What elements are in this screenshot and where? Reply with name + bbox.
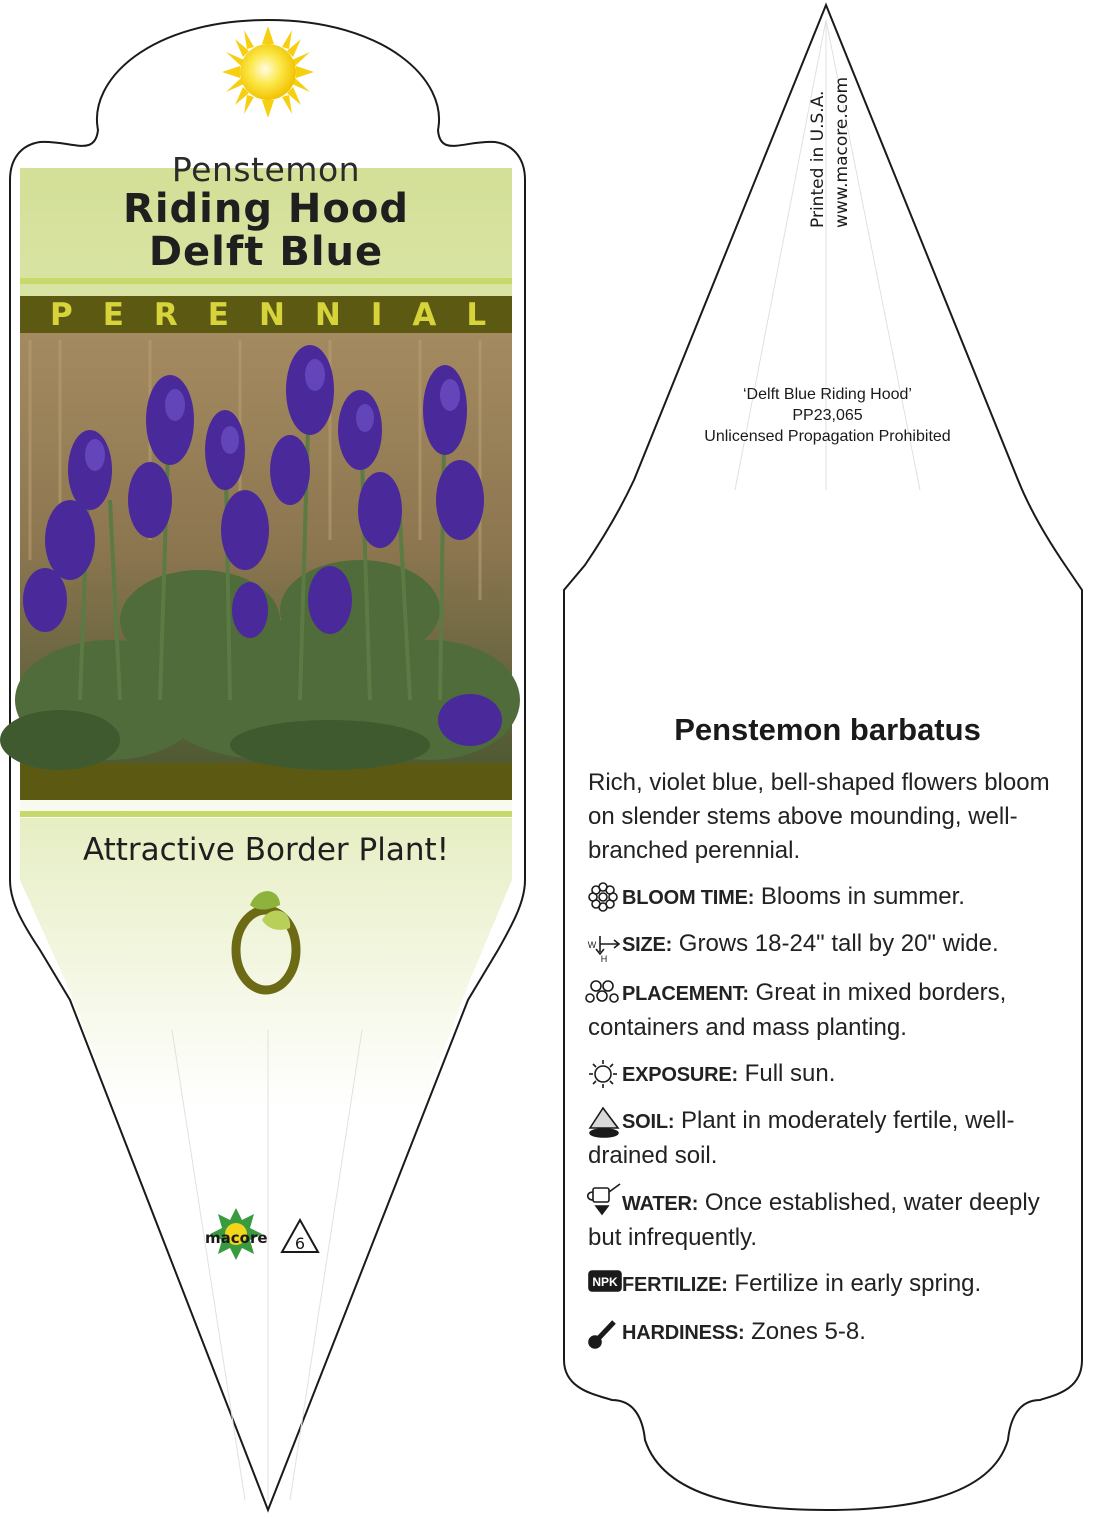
- patent-number: PP23,065: [792, 407, 863, 424]
- care-soil: SOIL: Plant in moderately fertile, well-drained soil.: [588, 1107, 1015, 1169]
- cultivar-name-line2: Delft Blue: [148, 229, 384, 275]
- genus-name: Penstemon: [171, 150, 361, 189]
- cultivar-name-line1: Riding Hood: [123, 186, 409, 232]
- patent-block: [640, 384, 1015, 447]
- care-size: SIZE: Grows 18-24" tall by 20" wide.: [622, 930, 999, 957]
- care-exposure: EXPOSURE: Full sun.: [622, 1060, 836, 1087]
- care-water: WATER: Once established, water deeply but infrequently.: [588, 1189, 1040, 1251]
- printed-in: Printed in U.S.A.: [808, 90, 828, 228]
- description: Rich, violet blue, bell-shaped flowers bloom on slender stems above mounding, well-branched perennial.: [588, 769, 1050, 864]
- category-label: PERENNIAL: [50, 297, 517, 333]
- recycle-code: 6: [294, 1234, 306, 1253]
- trade-name: ‘Delft Blue Riding Hood’: [743, 386, 912, 403]
- size-h-letter: H: [600, 954, 608, 964]
- propagation-notice: Unlicensed Propagation Prohibited: [704, 428, 951, 445]
- plant-photo: [0, 333, 520, 770]
- care-bloom-time: BLOOM TIME: Blooms in summer.: [622, 883, 965, 910]
- tagline: Attractive Border Plant!: [82, 832, 450, 868]
- brand-name: macore: [205, 1229, 268, 1247]
- species-name: Penstemon barbatus: [674, 712, 981, 747]
- website: www.macore.com: [832, 76, 852, 228]
- npk-text: NPK: [592, 1275, 618, 1289]
- sun-icon: [222, 26, 314, 118]
- care-hardiness: HARDINESS: Zones 5-8.: [622, 1318, 866, 1345]
- care-placement: PLACEMENT: Great in mixed borders, containers and mass planting.: [588, 979, 1007, 1041]
- care-fertilize: FERTILIZE: Fertilize in early spring.: [622, 1270, 982, 1297]
- size-w-letter: W: [587, 940, 597, 950]
